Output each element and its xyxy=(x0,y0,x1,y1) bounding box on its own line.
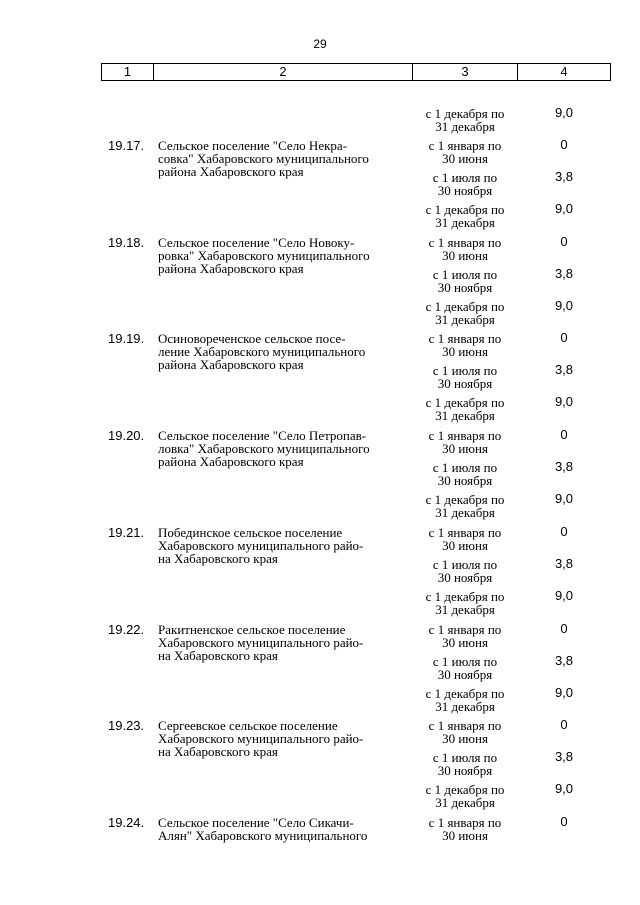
value-cell: 0 xyxy=(560,813,568,829)
settlement-name-line: Хабаровского муниципального райо- xyxy=(158,731,364,747)
settlement-name-line: совка" Хабаровского муниципального xyxy=(158,151,369,166)
settlement-name xyxy=(158,429,410,468)
row-number: 19.23. xyxy=(108,718,145,734)
value-cell: 0 xyxy=(560,137,568,152)
settlement-name-line: Побединское сельское поселение xyxy=(158,524,343,540)
settlement-name xyxy=(158,139,410,178)
period-cell: с 1 января по 30 июня xyxy=(428,428,502,457)
period-cell: с 1 декабря по 31 декабря xyxy=(425,106,505,134)
period-cell: с 1 июля по 30 ноября xyxy=(432,460,498,489)
value-cell: 3,8 xyxy=(554,362,574,378)
row-number: 19.18. xyxy=(108,234,145,250)
value-cell: 9,0 xyxy=(554,394,574,410)
header-col-2: 2 xyxy=(154,64,413,81)
settlement-name-line: ловка" Хабаровского муниципального xyxy=(158,441,370,457)
row-number: 19.19. xyxy=(108,331,145,347)
period-cell: с 1 января по 30 июня xyxy=(428,138,502,166)
settlement-name xyxy=(158,719,410,758)
period-cell: с 1 января по 30 июня xyxy=(428,331,502,360)
period-cell: с 1 января по 30 июня xyxy=(428,718,502,747)
settlement-name-line: Сельское поселение "Село Сикачи- xyxy=(158,814,354,830)
period-cell: с 1 января по 30 июня xyxy=(428,524,502,553)
settlement-name-line: ровка" Хабаровского муниципального xyxy=(158,247,370,263)
settlement-name xyxy=(158,526,410,565)
period-cell: с 1 декабря по 31 декабря xyxy=(425,492,505,521)
value-cell: 9,0 xyxy=(554,587,574,603)
value-cell: 9,0 xyxy=(554,105,574,120)
value-cell: 3,8 xyxy=(554,555,574,571)
settlement-name-line: Хабаровского муниципального райо- xyxy=(158,634,364,650)
period-cell: с 1 июля по 30 ноября xyxy=(432,170,498,198)
value-cell: 3,8 xyxy=(554,652,574,668)
period-cell: с 1 декабря по 31 декабря xyxy=(425,298,505,327)
settlement-name-line: на Хабаровского края xyxy=(158,744,278,760)
settlement-name xyxy=(158,236,410,275)
value-cell: 9,0 xyxy=(554,781,574,797)
header-col-1: 1 xyxy=(102,64,154,81)
row-number: 19.22. xyxy=(108,621,145,637)
settlement-name-line: Осиновореченское сельское посе- xyxy=(158,331,346,347)
period-cell: с 1 июля по 30 ноября xyxy=(432,750,498,779)
value-cell: 9,0 xyxy=(554,491,574,507)
value-cell: 3,8 xyxy=(554,459,574,475)
period-cell: с 1 декабря по 31 декабря xyxy=(425,395,505,424)
settlement-name xyxy=(158,816,410,842)
period-cell: с 1 декабря по 31 декабря xyxy=(425,782,505,811)
period-cell: с 1 января по 30 июня xyxy=(428,234,502,263)
row-number: 19.17. xyxy=(108,138,145,153)
value-cell: 9,0 xyxy=(554,297,574,313)
settlement-name-line: Хабаровского муниципального райо- xyxy=(158,537,364,553)
period-cell: с 1 декабря по 31 декабря xyxy=(425,685,505,714)
page-number: 29 xyxy=(313,37,327,51)
settlement-name xyxy=(158,623,410,662)
settlement-name-line: на Хабаровского края xyxy=(158,647,278,663)
settlement-name-line: района Хабаровского края xyxy=(158,357,304,373)
row-number: 19.21. xyxy=(108,524,145,540)
row-number: 19.24. xyxy=(108,814,145,830)
header-col-3: 3 xyxy=(413,64,518,81)
value-cell: 9,0 xyxy=(554,684,574,700)
value-cell: 3,8 xyxy=(554,749,574,765)
settlement-name-line: ление Хабаровского муниципального xyxy=(158,344,366,360)
value-cell: 0 xyxy=(560,233,568,249)
period-cell: с 1 июля по 30 ноября xyxy=(432,363,498,392)
settlement-name-line: Сельское поселение "Село Новоку- xyxy=(158,234,355,250)
settlement-name xyxy=(158,332,410,371)
row-number: 19.20. xyxy=(108,428,145,444)
value-cell: 0 xyxy=(560,620,568,636)
value-cell: 0 xyxy=(560,427,568,443)
period-cell: с 1 июля по 30 ноября xyxy=(432,266,498,295)
settlement-name-line: Сельское поселение "Село Петропав- xyxy=(158,428,367,444)
settlement-name-line: района Хабаровского края xyxy=(158,454,304,470)
value-cell: 3,8 xyxy=(554,169,574,184)
settlement-name-line: Сельское поселение "Село Некра- xyxy=(158,138,348,153)
settlement-name-line: Сергеевское сельское поселение xyxy=(158,718,338,734)
settlement-name-line: Алян" Хабаровского муниципального xyxy=(158,827,368,843)
header-col-4: 4 xyxy=(518,64,611,81)
period-cell: с 1 января по 30 июня xyxy=(428,621,502,650)
value-cell: 3,8 xyxy=(554,265,574,281)
settlement-name-line: района Хабаровского края xyxy=(158,260,304,276)
settlement-name-line: на Хабаровского края xyxy=(158,550,278,566)
value-cell: 0 xyxy=(560,523,568,539)
value-cell: 9,0 xyxy=(554,201,574,216)
value-cell: 0 xyxy=(560,330,568,346)
value-cell: 0 xyxy=(560,717,568,733)
settlement-name-line: Ракитненское сельское поселение xyxy=(158,621,346,637)
period-cell: с 1 января по 30 июня xyxy=(428,814,502,843)
settlement-name-line: района Хабаровского края xyxy=(158,164,304,179)
period-cell: с 1 июля по 30 ноября xyxy=(432,653,498,682)
period-cell: с 1 июля по 30 ноября xyxy=(432,556,498,585)
table-header xyxy=(101,63,611,81)
period-cell: с 1 декабря по 31 декабря xyxy=(425,202,505,230)
period-cell: с 1 декабря по 31 декабря xyxy=(425,588,505,617)
